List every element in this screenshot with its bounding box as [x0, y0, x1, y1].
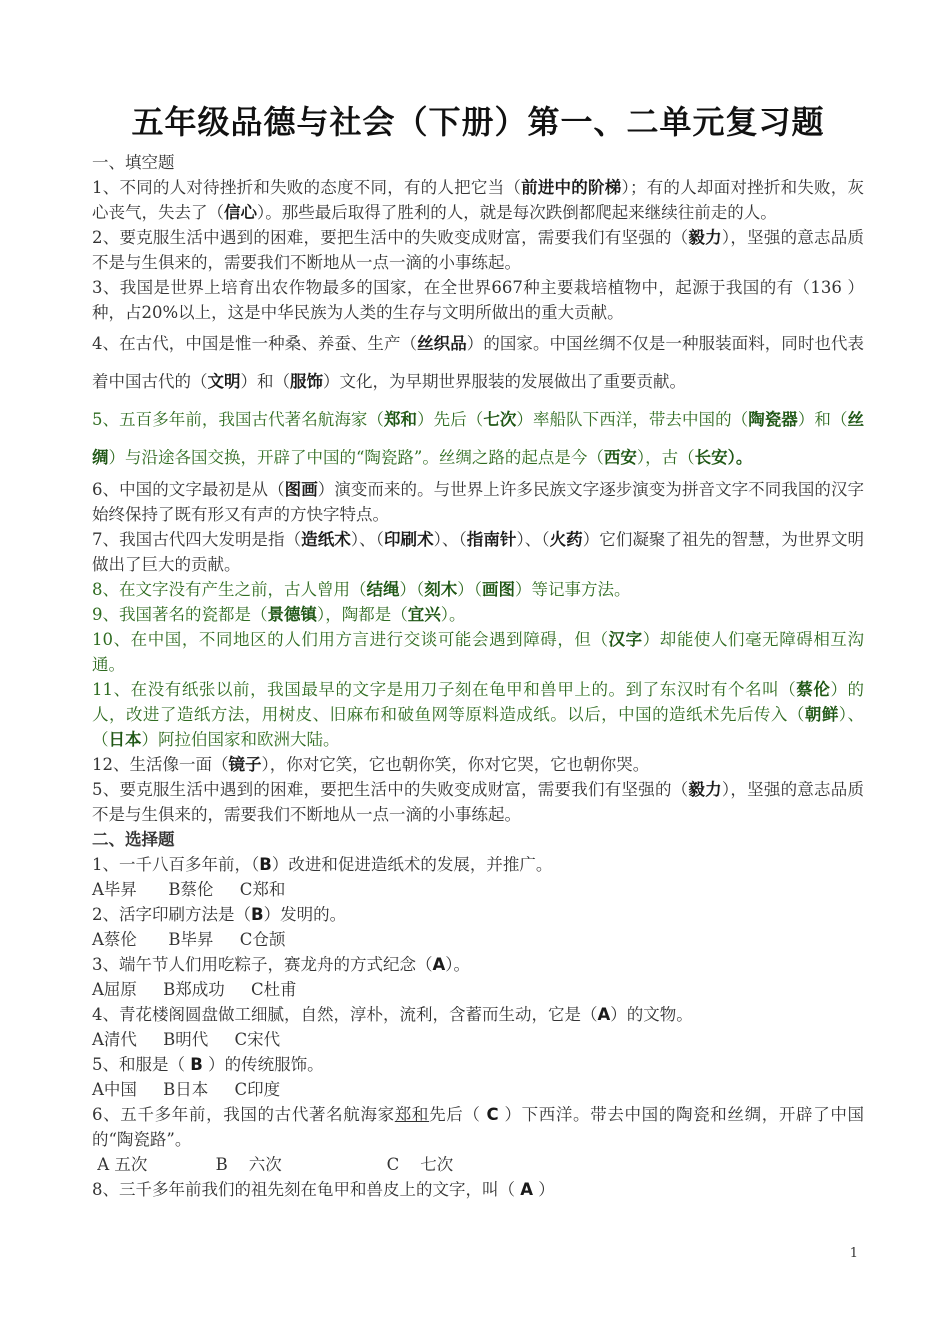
question-4: 4、在古代，中国是惟一种桑、养蚕、生产（丝织品）的国家。中国丝绸不仅是一种服装面料，同时也代表着中国古代的（文明）和（服饰）文化，为早期世界服装的发展做出了重要贡献。 [92, 334, 865, 391]
answer: 刻木 [424, 580, 458, 599]
question-3: 3、我国是世界上培育出农作物最多的国家，在全世界667种主要栽培植物中，起源于我国的有（136 ）种，占20%以上，这是中华民族为人类的生存与文明所做出的重大贡献。 [92, 278, 864, 322]
answer: 七次 [483, 410, 517, 429]
page-title: 五年级品德与社会（下册）第一、二单元复习题 [131, 103, 825, 141]
question-7: 7、我国古代四大发明是指（造纸术）、（印刷术）、（指南针）、（火药）它们凝聚了祖先的智慧，为世界文明做出了巨大的贡献。 [92, 530, 865, 574]
question-1: 1、不同的人对待挫折和失败的态度不同，有的人把它当（前进中的阶梯）；有的人却面对挫折和失败，灰心丧气，失去了（信心）。那些最后取得了胜利的人，就是每次跌倒都爬起来继续往前走的人。 [92, 178, 865, 222]
answer: 前进中的阶梯 [521, 178, 622, 197]
answer: 蔡伦 [796, 680, 831, 699]
answer: 造纸术 [301, 530, 351, 549]
choice-options-1: A毕昇 B蔡伦 C郑和 [92, 880, 286, 899]
answer: 指南针 [466, 530, 517, 549]
answer: A [432, 955, 446, 974]
answer: 文明 [207, 372, 241, 391]
document-page [92, 98, 864, 1202]
question-13: 5、要克服生活中遇到的困难，要把生活中的失败变成财富，需要我们有坚强的（毅力），坚强的意志品质不是与生俱来的，需要我们不断地从一点一滴的小事练起。 [92, 780, 865, 824]
choice-question-1: 1、一千八百多年前，（B）改进和促进造纸术的发展，并推广。 [92, 855, 553, 874]
answer: 汉字 [608, 630, 643, 649]
answer: 西安 [603, 448, 637, 467]
choice-question-6: 6、五千多年前，我国的古代著名航海家郑和先后（ C ）下西洋。带去中国的陶瓷和丝绸，开辟了中国的“陶瓷路”。 [92, 1105, 865, 1149]
answer: 丝织品 [417, 334, 467, 353]
choice-question-2: 2、活字印刷方法是（B）发明的。 [92, 905, 347, 924]
answer: B [259, 855, 272, 874]
answer: 图画 [284, 480, 318, 499]
answer: 镜子 [228, 755, 262, 774]
choice-options-4: A清代 B明代 C宋代 [92, 1030, 281, 1049]
choice-options-3: A屈原 B郑成功 C杜甫 [92, 980, 297, 999]
question-10: 10、在中国，不同地区的人们用方言进行交谈可能会遇到障碍，但（汉字）却能使人们毫无障碍相互沟通。 [92, 630, 865, 674]
choice-question-4: 4、青花楼阁圆盘做工细腻，自然，淳朴，流利，含蓄而生动，它是（A）的文物。 [92, 1005, 693, 1024]
section-fill-blank-heading: 一、填空题 [92, 153, 175, 172]
section-choice-heading: 二、选择题 [92, 830, 175, 849]
answer: 火药 [549, 530, 583, 549]
answer: A [597, 1005, 611, 1024]
answer: 丝绸 [92, 410, 865, 467]
choice-options-5: A中国 B日本 C印度 [92, 1080, 281, 1099]
answer: C [486, 1105, 499, 1124]
answer: 宜兴 [407, 605, 441, 624]
answer: 印刷术 [383, 530, 434, 549]
question-11: 11、在没有纸张以前，我国最早的文字是用刀子刻在龟甲和兽甲上的。到了东汉时有个名叫（蔡伦）的人，改进了造纸方法，用树皮、旧麻布和破鱼网等原料造成纸。以后，中国的造纸术先后传入（朝鲜）、（日本）阿拉伯国家和欧洲大陆。 [92, 680, 865, 749]
answer: 长安 [694, 448, 728, 467]
answer: 毅力 [688, 228, 722, 247]
answer: 信心 [224, 203, 257, 222]
answer: B [190, 1055, 203, 1074]
choice-question-5: 5、和服是（ B ）的传统服饰。 [92, 1055, 324, 1074]
answer: B [251, 905, 264, 924]
answer: 画图 [482, 580, 515, 599]
answer: A [520, 1180, 534, 1199]
answer: 日本 [108, 730, 142, 749]
choice-question-3: 3、端午节人们用吃粽子，赛龙舟的方式纪念（A）。 [92, 955, 471, 974]
answer: 结绳 [366, 580, 400, 599]
answer: 景德镇 [267, 605, 317, 624]
answer: 服饰 [290, 372, 323, 391]
question-8: 8、在文字没有产生之前，古人曾用（结绳）（刻木）（画图）等记事方法。 [92, 580, 631, 599]
question-6: 6、中国的文字最初是从（图画）演变而来的。与世界上许多民族文字逐步演变为拼音文字不同我国的汉字始终保持了既有形又有声的方快字特点。 [92, 480, 865, 524]
choice-question-8: 8、三千多年前我们的祖先刻在龟甲和兽皮上的文字，叫（ A ） [92, 1180, 555, 1199]
question-9: 9、我国著名的瓷都是（景德镇），陶都是（宜兴）。 [92, 605, 466, 624]
answer: 毅力 [688, 780, 722, 799]
page-number: 1 [849, 1246, 858, 1261]
question-2: 2、要克服生活中遇到的困难，要把生活中的失败变成财富，需要我们有坚强的（毅力），坚强的意志品质不是与生俱来的，需要我们不断地从一点一滴的小事练起。 [92, 228, 865, 272]
choice-options-6: A 五次 B 六次 C 七次 [92, 1155, 454, 1174]
answer: 陶瓷器 [748, 410, 798, 429]
question-12: 12、生活像一面（镜子），你对它笑，它也朝你笑，你对它哭，它也朝你哭。 [92, 755, 650, 774]
answer: 朝鲜 [804, 705, 839, 724]
answer: 郑和 [383, 410, 418, 429]
question-5: 5、五百多年前，我国古代著名航海家（郑和）先后（七次）率船队下西洋，带去中国的（陶瓷器）和（丝绸）与沿途各国交换，开辟了中国的“陶瓷路”。丝绸之路的起点是今（西安），古（长安）。 [92, 410, 865, 467]
choice-options-2: A蔡伦 B毕昇 C仓颉 [92, 930, 286, 949]
